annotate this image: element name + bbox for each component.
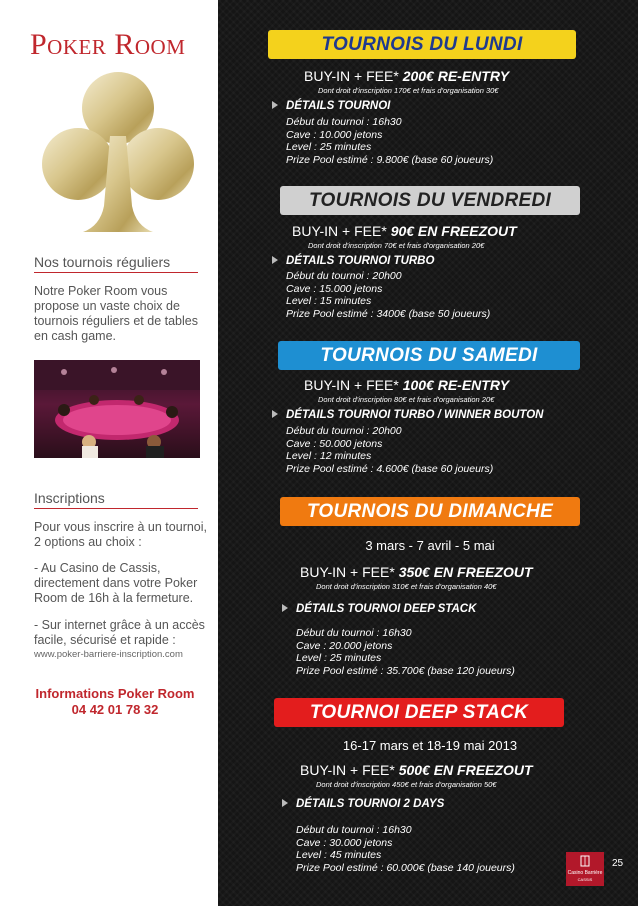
regular-tournaments-text: Notre Poker Room vous propose un vaste choix de tournois réguliers et de tables en cash game. bbox=[34, 284, 198, 343]
info-label: Informations Poker Room bbox=[35, 686, 195, 701]
golden-club-icon bbox=[18, 66, 218, 236]
detail-prize: Prize Pool estimé : 9.800€ (base 60 joueurs) bbox=[286, 153, 494, 166]
dates-deep-stack: 16-17 mars et 18-19 mai 2013 bbox=[342, 738, 518, 753]
detail-prize: Prize Pool estimé : 60.000€ (base 140 joueurs) bbox=[296, 861, 515, 874]
details-title-vendredi bbox=[272, 255, 434, 267]
arrow-right-icon bbox=[282, 799, 288, 807]
details-title-text: DÉTAILS TOURNOI TURBO bbox=[286, 255, 435, 267]
detail-level: Level : 25 minutes bbox=[286, 141, 372, 153]
casino-barriere-logo bbox=[566, 852, 604, 886]
inscriptions-option-internet: - Sur internet grâce à un accès facile, sécurisé et rapide : bbox=[34, 618, 205, 647]
details-title-lundi bbox=[272, 100, 390, 112]
buyin-price: 200€ RE-ENTRY bbox=[402, 68, 510, 84]
banner-lundi: TOURNOIS DU LUNDI bbox=[268, 30, 576, 59]
detail-start: Début du tournoi : 16h30 bbox=[296, 627, 412, 639]
buyin-prefix: BUY-IN + FEE* bbox=[292, 223, 387, 239]
divider bbox=[34, 508, 198, 509]
inscriptions-title: Inscriptions bbox=[34, 490, 105, 506]
regular-tournaments-title: Nos tournois réguliers bbox=[34, 254, 171, 270]
poker-table-illustration bbox=[34, 360, 200, 458]
fee-note-lundi: Dont droit d'inscription 170€ et frais d'organisation 30€ bbox=[318, 86, 499, 95]
detail-prize: Prize Pool estimé : 35.700€ (base 120 joueurs) bbox=[296, 664, 515, 677]
buyin-vendredi bbox=[292, 223, 517, 239]
details-title-text: DÉTAILS TOURNOI bbox=[286, 100, 391, 112]
detail-stack: Cave : 50.000 jetons bbox=[286, 437, 383, 450]
banner-samedi: TOURNOIS DU SAMEDI bbox=[278, 341, 580, 370]
logo-text: Casino Barrière bbox=[567, 870, 603, 876]
details-lundi bbox=[286, 116, 493, 166]
poker-table-photo bbox=[34, 360, 200, 458]
detail-start: Début du tournoi : 16h30 bbox=[296, 824, 412, 836]
buyin-price: 350€ EN FREEZOUT bbox=[398, 564, 533, 580]
details-title-text: DÉTAILS TOURNOI TURBO / WINNER BOUTON bbox=[286, 409, 544, 421]
details-title-samedi bbox=[272, 409, 543, 421]
detail-stack: Cave : 10.000 jetons bbox=[286, 128, 383, 141]
banner-vendredi: TOURNOIS DU VENDREDI bbox=[280, 186, 580, 215]
page-number: 25 bbox=[612, 858, 624, 869]
detail-level: Level : 12 minutes bbox=[286, 450, 372, 462]
details-title-dimanche bbox=[282, 603, 476, 615]
detail-start: Début du tournoi : 20h00 bbox=[286, 270, 402, 282]
detail-start: Début du tournoi : 16h30 bbox=[286, 116, 402, 128]
details-title-text: DÉTAILS TOURNOI 2 DAYS bbox=[296, 798, 445, 810]
details-dimanche bbox=[296, 627, 515, 677]
detail-level: Level : 45 minutes bbox=[296, 849, 382, 861]
casino-emblem-icon bbox=[566, 852, 604, 870]
arrow-right-icon bbox=[272, 410, 278, 418]
dates-dimanche: 3 mars - 7 avril - 5 mai bbox=[365, 538, 495, 553]
poker-room-logo: Poker Room bbox=[30, 28, 186, 61]
banner-dimanche: TOURNOIS DU DIMANCHE bbox=[280, 497, 580, 526]
buyin-prefix: BUY-IN + FEE* bbox=[300, 762, 395, 778]
details-title-deep-stack bbox=[282, 798, 444, 810]
detail-prize: Prize Pool estimé : 4.600€ (base 60 joueurs) bbox=[286, 462, 494, 475]
buyin-prefix: BUY-IN + FEE* bbox=[304, 377, 399, 393]
sidebar bbox=[0, 0, 218, 906]
details-vendredi bbox=[286, 270, 490, 320]
details-deep-stack bbox=[296, 824, 515, 874]
inscriptions-option-casino: - Au Casino de Cassis, directement dans votre Poker Room de 16h à la fermeture. bbox=[34, 561, 198, 605]
arrow-right-icon bbox=[272, 101, 278, 109]
fee-note-deep-stack: Dont droit d'inscription 450€ et frais d'organisation 50€ bbox=[316, 780, 497, 789]
buyin-price: 100€ RE-ENTRY bbox=[402, 377, 510, 393]
inscriptions-intro: Pour vous inscrire à un tournoi, 2 options au choix : bbox=[34, 520, 208, 549]
detail-stack: Cave : 15.000 jetons bbox=[286, 282, 383, 295]
buyin-samedi bbox=[304, 377, 509, 393]
detail-stack: Cave : 20.000 jetons bbox=[296, 639, 393, 652]
details-samedi bbox=[286, 425, 493, 475]
fee-note-samedi: Dont droit d'inscription 80€ et frais d'organisation 20€ bbox=[318, 395, 495, 404]
buyin-deep-stack bbox=[300, 762, 533, 778]
detail-stack: Cave : 30.000 jetons bbox=[296, 836, 393, 849]
detail-level: Level : 15 minutes bbox=[286, 295, 372, 307]
fee-note-dimanche: Dont droit d'inscription 310€ et frais d'organisation 40€ bbox=[316, 582, 497, 591]
buyin-prefix: BUY-IN + FEE* bbox=[300, 564, 395, 580]
detail-start: Début du tournoi : 20h00 bbox=[286, 425, 402, 437]
divider bbox=[34, 272, 198, 273]
buyin-dimanche bbox=[300, 564, 533, 580]
info-phone: 04 42 01 78 32 bbox=[71, 702, 159, 717]
fee-note-vendredi: Dont droit d'inscription 70€ et frais d'organisation 20€ bbox=[308, 241, 485, 250]
details-title-text: DÉTAILS TOURNOI DEEP STACK bbox=[296, 603, 477, 615]
arrow-right-icon bbox=[282, 604, 288, 612]
registration-website-link[interactable]: www.poker-barriere-inscription.com bbox=[34, 649, 183, 660]
buyin-lundi bbox=[304, 68, 509, 84]
detail-prize: Prize Pool estimé : 3400€ (base 50 joueurs) bbox=[286, 307, 491, 320]
detail-level: Level : 25 minutes bbox=[296, 652, 382, 664]
buyin-prefix: BUY-IN + FEE* bbox=[304, 68, 399, 84]
arrow-right-icon bbox=[272, 256, 278, 264]
buyin-price: 500€ EN FREEZOUT bbox=[398, 762, 533, 778]
logo-subtext: CASSIS bbox=[577, 877, 593, 882]
banner-deep-stack: TOURNOI DEEP STACK bbox=[274, 698, 564, 727]
buyin-price: 90€ EN FREEZOUT bbox=[390, 223, 517, 239]
